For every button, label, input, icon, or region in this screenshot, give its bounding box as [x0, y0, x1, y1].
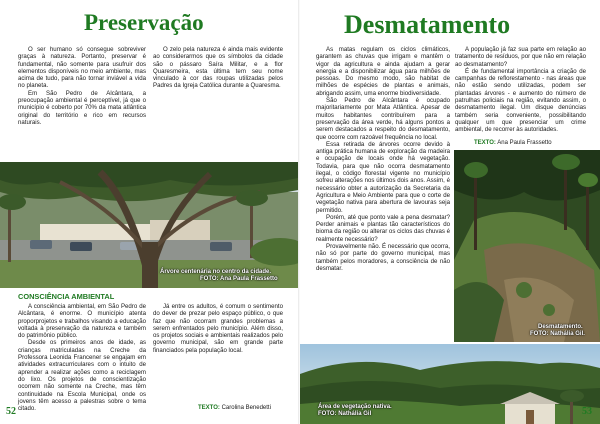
right-column-1 — [316, 46, 450, 272]
body-paragraph: A população já faz sua parte em relação ao tratamento de resíduos, por que não em relação ao desmatamento? — [455, 46, 586, 68]
right-column-2 — [455, 46, 586, 134]
right-page — [300, 0, 600, 424]
deforestation-photo — [454, 150, 600, 342]
page-number: 52 — [6, 406, 16, 417]
photo-caption-text: Área de vegetação nativa. — [318, 404, 392, 410]
photo-credit: FOTO: Ana Paula Frassetto — [200, 276, 278, 282]
photo-caption — [160, 269, 298, 283]
intro-column-2 — [153, 46, 283, 90]
intro-paragraph: O zelo pela natureza é ainda mais evidente ao considerarmos que os símbolos da cidade são o pássaro Saíra Militar, e a flor Quaresmeira, esta última tem seu nome vinculado à cor das roupas utilizadas pelos Padres da Igreja Católica durante a Quaresma. — [153, 46, 283, 90]
photo-caption — [318, 404, 438, 418]
intro-paragraph: O ser humano só consegue sobreviver graças à natureza. Portanto, preservar é fundamental, não somente para usufruir dos elementos disponíveis no meio ambiente, mas acima de tudo, para não tornar inviável a vida no planeta. — [18, 46, 146, 90]
page-title-desmatamento: Desmatamento — [344, 10, 511, 39]
credit-label: TEXTO: — [474, 140, 496, 146]
body-paragraph: Porém, até que ponto vale a pena desmatar? Perder animais e plantas tão característicos do bioma da região ou alterar os ciclos das chuvas é realmente necessário? — [316, 213, 450, 243]
section-paragraph: Já entre os adultos, é comum o sentimento do dever de prezar pelo espaço público, o que faz que não ocorram grandes problemas a serem enfrentados pelo município. Além disso, os projetos sociais e ambientais realizados pelo governo municipal, são em grande parte financiados pela população local. — [153, 303, 283, 354]
body-paragraph: As matas regulam os ciclos climáticos, garantem as chuvas que irrigam e mantêm o vigor da agricultura e ainda ajudam a gerar energia e a disponibilizar água para milhões de pessoas. Do mesmo modo, são habitat de milhões de espécies de plantas e animais, abrigando assim, uma enorme biodiversidade. — [316, 46, 450, 97]
photo-credit: FOTO: Nathália Gil — [318, 411, 372, 417]
section-paragraph: A consciência ambiental, em São Pedro de Alcântara, é enorme. O município atenta proporprojetos e trabalhos visando a educação voltada à preservação da natureza e também do patrimônio público. — [18, 303, 146, 340]
photo-caption-text: Árvore centenária no centro da cidade. — [160, 269, 272, 275]
page-title-preservacao: Preservação — [84, 10, 204, 35]
credit-label: TEXTO: — [198, 405, 220, 411]
photo-credit: FOTO: Nathália Gil. — [530, 331, 585, 337]
photo-caption — [530, 324, 600, 338]
text-credit — [474, 140, 552, 147]
credit-name: Carolina Benedetti — [221, 405, 271, 411]
section-title: CONSCIÊNCIA AMBIENTAL — [18, 292, 115, 301]
text-credit — [198, 405, 271, 412]
credit-name: Ana Paula Frassetto — [497, 140, 552, 146]
body-paragraph: São Pedro de Alcântara é ocupado majoritariamente por Mata Atlântica. Apesar de muitos habitantes contribuírem para a preservação da área verde, há alguns pontos a serem destacados a respeito do desmatamento, que ocorre com razoável frequência no local. — [316, 97, 450, 141]
section-paragraph: Desde os primeiros anos de idade, as crianças matriculadas na Creche da Professora Leonida Francener se engajam em atividades extracurriculares com o intuito de aprender a realizar ações como a reciclagem do lixo. Os projetos de conscientização ocorrem não somente na Creche, mas têm continuidade na Escola Municipal, onde os jovens têm acesso a palestras sobre o tema citado. — [18, 339, 146, 413]
photo-caption-text: Desmatamento. — [538, 324, 583, 330]
section-column-1 — [18, 303, 146, 412]
body-paragraph: Essa retirada de árvores ocorre devido à antiga prática humana de exploração da madeira e ocupação de locais onde há vegetação. Todavia, para que não ocorra desmatamento ilegal, o código florestal vigente no município sofreu alterações nos últimos dois anos. Assim, é necessário obter a autorização da Secretaria da Agricultura e Meio Ambiente para que o corte de vegetação nativa para abertura de lavouras seja permitido. — [316, 140, 450, 214]
page-number: 53 — [582, 406, 592, 417]
body-paragraph: É de fundamental importância a criação de campanhas de reflorestamento - nas áreas que não estão sendo utilizadas, podem ser plantadas árvores - e aumento do número de patrulhas policiais na região, evitando assim, o desmatamento ilegal. Um disque denúncias também seria conveniente, possibilitando qualquer um que presenciar um crime ambiental, de recorrer às autoridades. — [455, 67, 586, 134]
intro-column-1 — [18, 46, 146, 126]
body-paragraph: Provavelmente não. É necessário que ocorra, não só por parte do governo municipal, mas também pelos moradores, a consciência de não desmatar. — [316, 243, 450, 272]
intro-paragraph: Em São Pedro de Alcântara, a preocupação ambiental é perceptível, já que o município é coberto por 70% da mata atlântica original do território e rico em recursos naturais. — [18, 89, 146, 126]
section-column-2 — [153, 303, 283, 354]
